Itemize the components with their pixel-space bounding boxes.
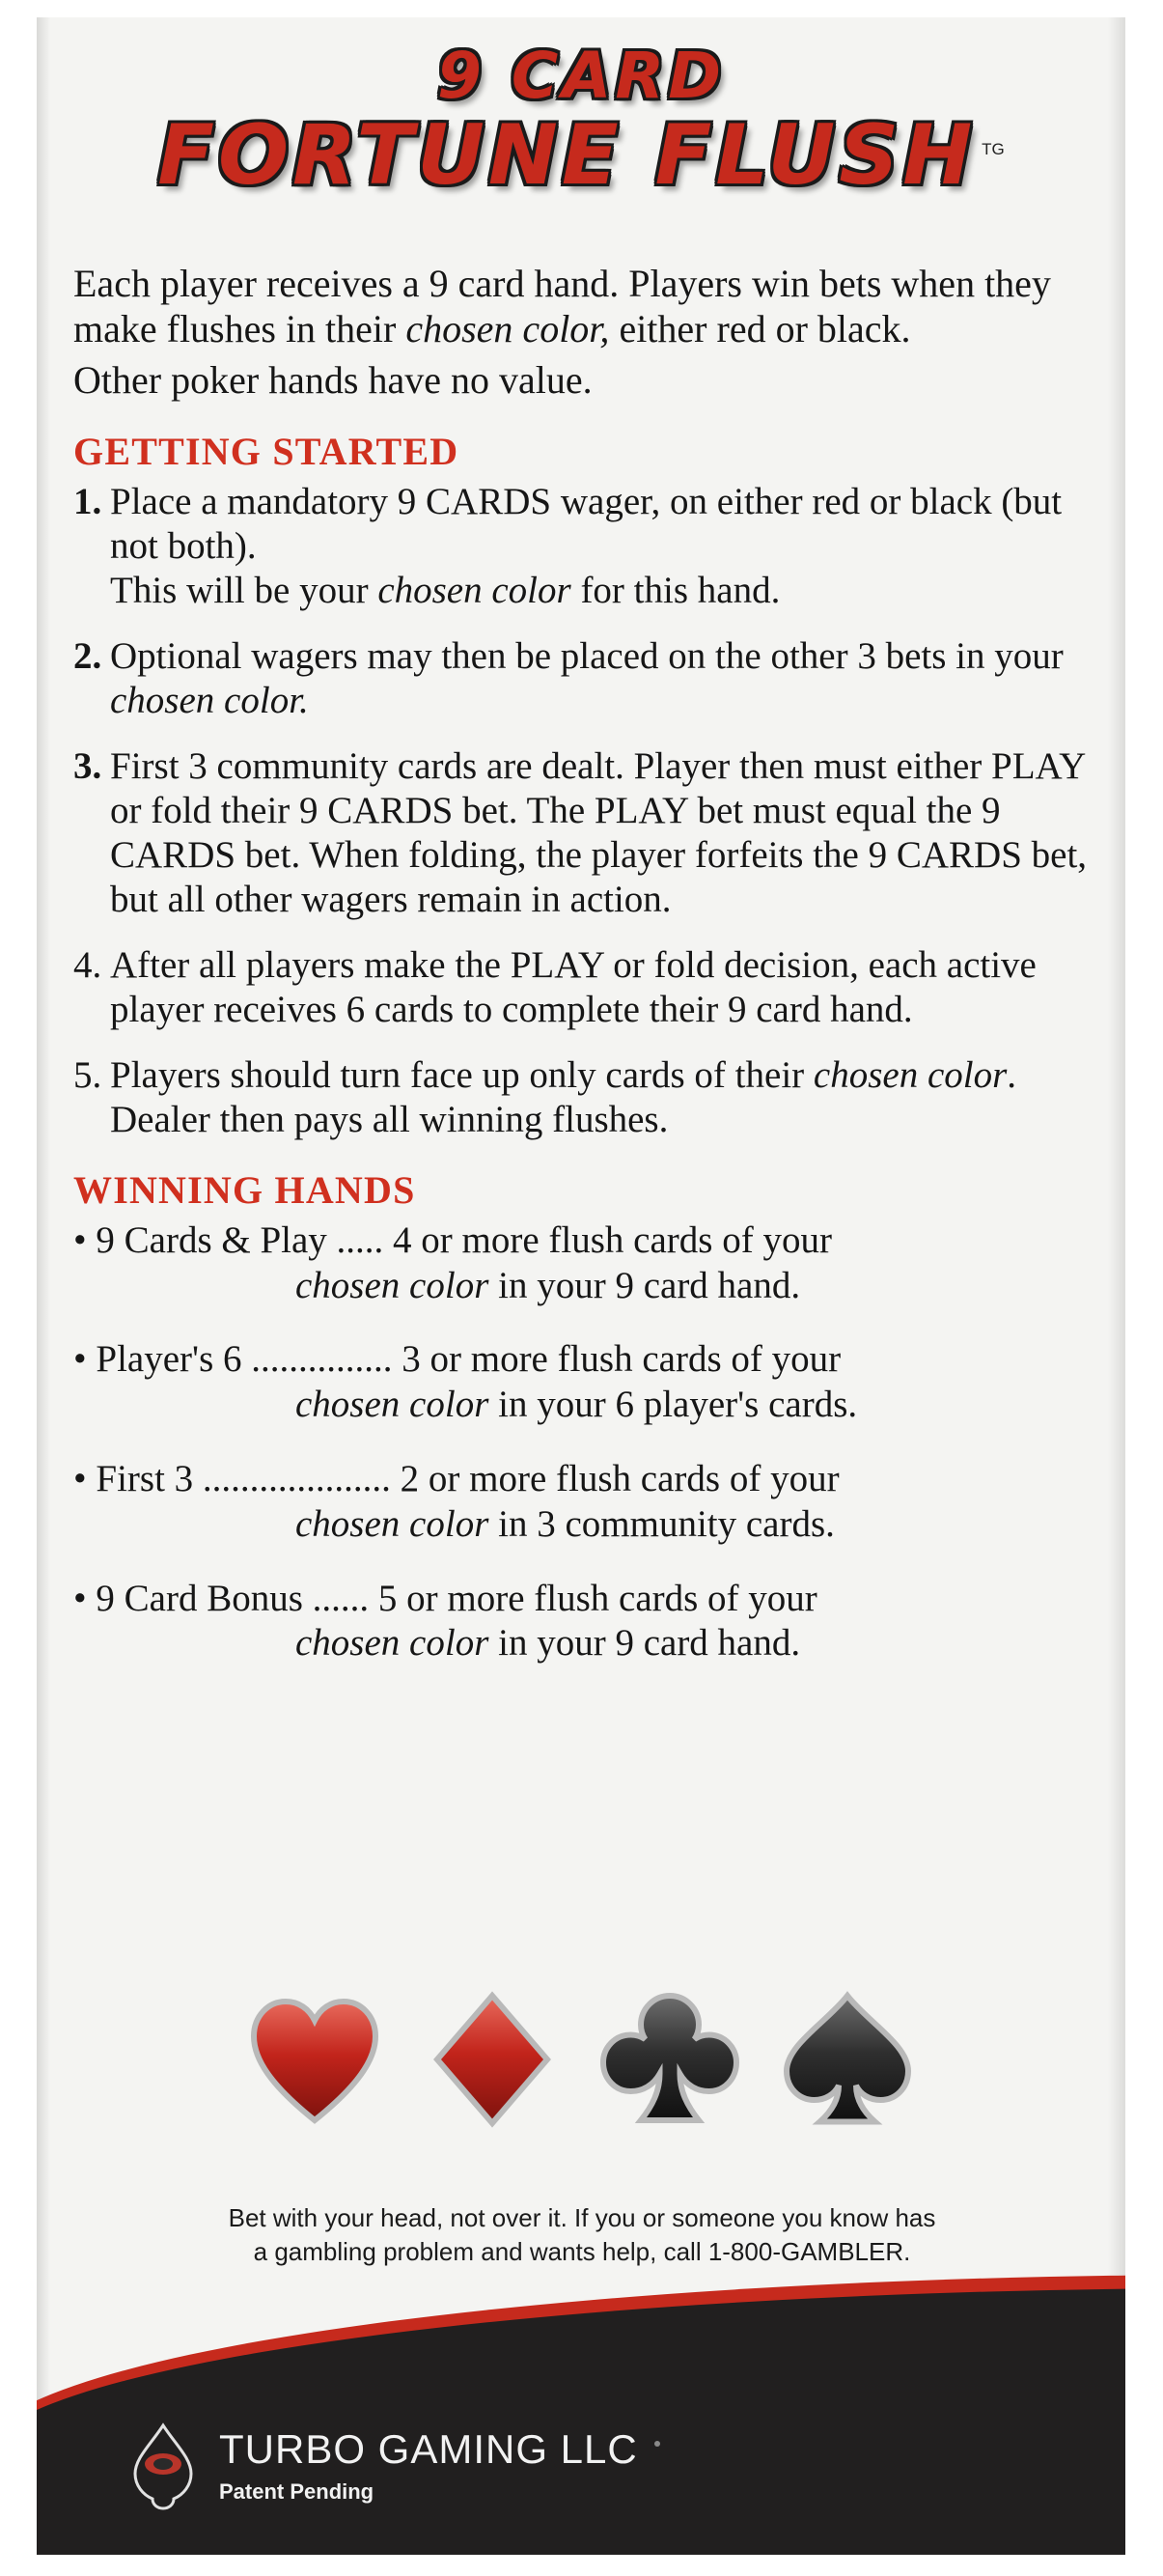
- step-item-2: [73, 634, 1094, 723]
- trademark-mark: TG: [982, 140, 1005, 159]
- winning-hand-3-sub-rest: in 3 community cards.: [488, 1502, 835, 1545]
- footer-brand-block: [128, 2422, 638, 2510]
- title-block: [37, 39, 1125, 204]
- club-icon: [597, 1987, 742, 2132]
- spade-icon: [775, 1987, 920, 2132]
- step-5-line-a: Players should turn face up only cards of their: [110, 1053, 814, 1096]
- winning-hand-3-lead: • First 3 .................... 2 or more flush cards of your: [73, 1457, 840, 1499]
- intro-p1-emphasis: chosen color,: [405, 307, 610, 351]
- step-1-emphasis: chosen color: [377, 569, 571, 611]
- step-1-line-a: Place a mandatory 9 CARDS wager, on either red or black (but not both).: [110, 480, 1063, 567]
- winning-hand-1-sub: [295, 1264, 1094, 1309]
- step-text-5: [110, 1053, 1094, 1142]
- title-line-2: [37, 107, 1125, 204]
- footer-band: [37, 2275, 1125, 2555]
- page-edge-shadow-left: [37, 17, 50, 2555]
- getting-started-heading: GETTING STARTED: [73, 429, 459, 473]
- heart-icon: [242, 1987, 387, 2132]
- winning-hand-item-3: [73, 1457, 1094, 1548]
- step-number-2: 2.: [73, 634, 102, 677]
- winning-hand-2-sub-rest: in your 6 player's cards.: [488, 1384, 858, 1426]
- step-5-emphasis: chosen color: [813, 1053, 1008, 1096]
- intro-p1-part-b: either red or black.: [609, 307, 911, 351]
- winning-hand-4-sub-rest: in your 9 card hand.: [488, 1622, 801, 1665]
- intro-paragraph-1: [73, 261, 1094, 351]
- step-number-1: 1.: [73, 480, 102, 522]
- turbo-gaming-logo-icon: [128, 2422, 198, 2510]
- title-line-2-text: FORTUNE FLUSH: [157, 107, 977, 204]
- step-item-1: [73, 480, 1094, 613]
- brand-text-block: [219, 2426, 638, 2504]
- winning-hand-item-2: [73, 1337, 1094, 1428]
- winning-hand-4-lead: • 9 Card Bonus ...... 5 or more flush cards of your: [73, 1577, 817, 1619]
- responsible-gaming-disclaimer: [95, 2201, 1069, 2269]
- step-number-3: 3.: [73, 744, 102, 787]
- step-2-emphasis: chosen color.: [110, 679, 309, 721]
- winning-hand-4-sub: [295, 1621, 1094, 1666]
- disclaimer-line-1: Bet with your head, not over it. If you or someone you know has: [228, 2203, 936, 2232]
- step-text-2: [110, 634, 1094, 723]
- diamond-icon: [420, 1987, 565, 2132]
- step-item-3: [73, 744, 1094, 922]
- step-text-1: [110, 480, 1094, 613]
- suit-icon-row: [37, 1987, 1125, 2132]
- step-text-3: First 3 community cards are dealt. Player then must either PLAY or fold their 9 CARDS bet. The PLAY bet must equal the 9 CARDS bet. When folding, the player forfeits the 9 CARDS bet, but all other wagers remain in action.: [110, 744, 1088, 920]
- winning-hand-1-sub-rest: in your 9 card hand.: [488, 1264, 801, 1306]
- intro-p1-part-a: Each player receives a 9 card hand. Players win bets when they make flushes in their: [73, 262, 1051, 351]
- content-body: [73, 261, 1094, 1695]
- winning-hand-3-emphasis: chosen color: [295, 1502, 489, 1545]
- winning-hand-1-lead: • 9 Cards & Play ..... 4 or more flush cards of your: [73, 1218, 832, 1261]
- step-2-line-a: Optional wagers may then be placed on the other 3 bets in your: [110, 634, 1064, 677]
- patent-pending-label: Patent Pending: [219, 2479, 374, 2504]
- step-text-4: After all players make the PLAY or fold decision, each active player receives 6 cards to complete their 9 card hand.: [110, 943, 1037, 1030]
- disclaimer-line-2: a gambling problem and wants help, call 1-800-GAMBLER.: [253, 2237, 911, 2267]
- step-1-c-text: for this hand.: [570, 569, 781, 611]
- footer-dot-decoration: [654, 2441, 660, 2447]
- title-line-1: 9 CARD: [436, 39, 726, 113]
- winning-hand-2-sub: [295, 1383, 1094, 1428]
- step-1-b-text: This will be your: [110, 569, 378, 611]
- step-number-4: 4.: [73, 943, 102, 986]
- winning-hand-item-1: [73, 1218, 1094, 1309]
- intro-paragraph-2: Other poker hands have no value.: [73, 358, 593, 403]
- winning-hand-2-emphasis: chosen color: [295, 1384, 489, 1426]
- step-1-line-b: [110, 569, 1094, 613]
- winning-hand-item-4: [73, 1577, 1094, 1667]
- winning-hand-3-sub: [295, 1502, 1094, 1548]
- winning-hand-2-lead: • Player's 6 ............... 3 or more flush cards of your: [73, 1338, 842, 1381]
- step-number-5: 5.: [73, 1053, 102, 1096]
- step-item-5: [73, 1053, 1094, 1142]
- winning-hands-heading: WINNING HANDS: [73, 1167, 416, 1212]
- company-name: TURBO GAMING LLC: [219, 2426, 638, 2472]
- brochure-card: [37, 17, 1125, 2555]
- page-edge-shadow-right: [1108, 17, 1125, 2555]
- step-item-4: [73, 943, 1094, 1032]
- step-5-line-b: . Dealer then pays all winning flushes.: [110, 1053, 1017, 1140]
- winning-hand-4-emphasis: chosen color: [295, 1622, 489, 1665]
- winning-hand-1-emphasis: chosen color: [295, 1264, 489, 1306]
